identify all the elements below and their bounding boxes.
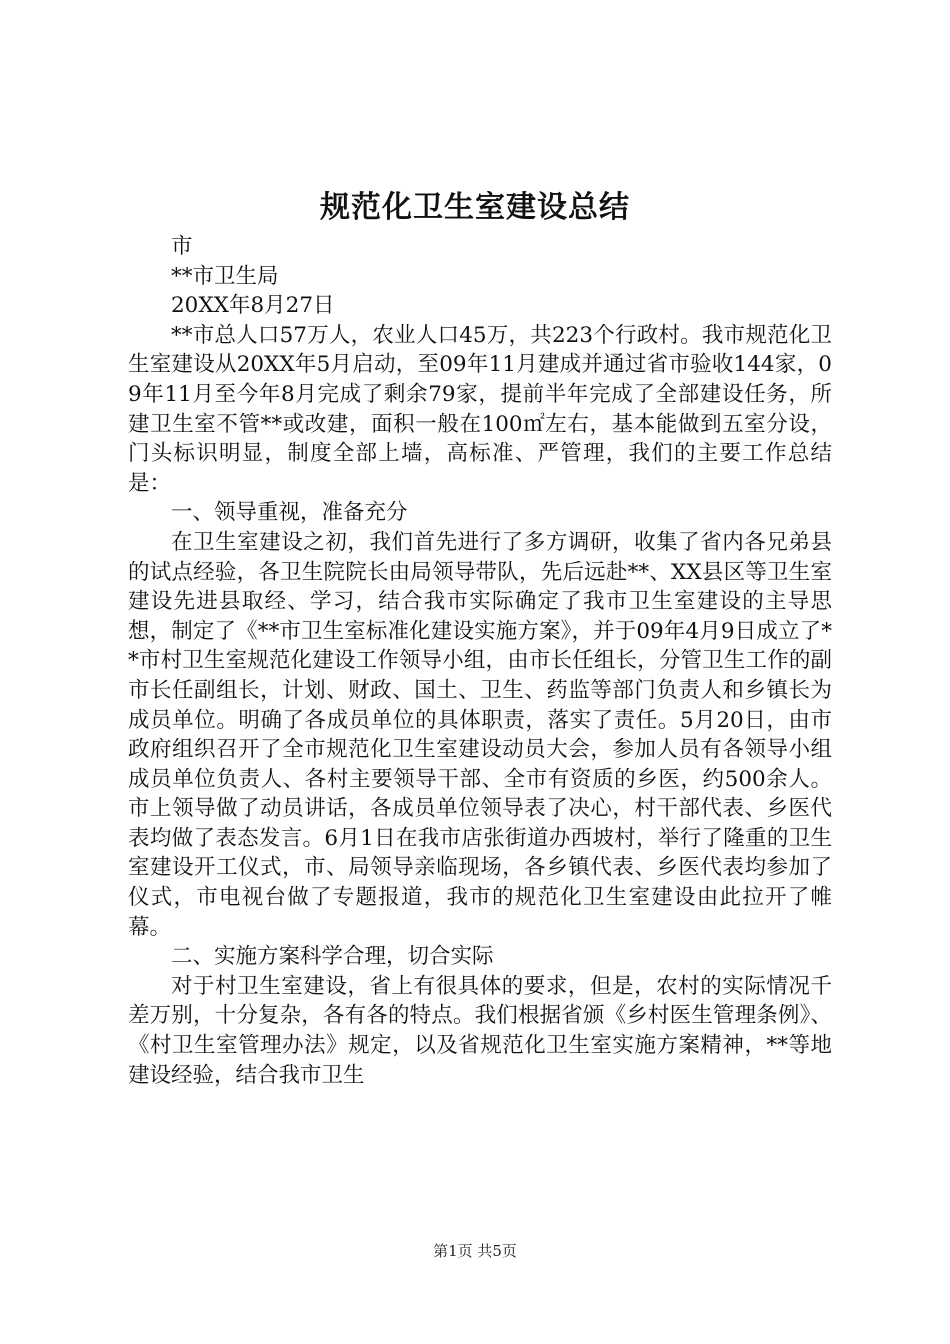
paragraph-intro: **市总人口57万人，农业人口45万，共223个行政村。我市规范化卫生室建设从20XX年5月启动，至09年11月建成并通过省市验收144家，09年11月至今年8月完成了剩余79家，提前半年完成了全部建设任务，所建卫生室不管**或改建，面积一般在100㎡左右，基本能做到五室分设，门头标识明显，制度全部上墙，高标准、严管理，我们的主要工作总结是：	[128, 322, 832, 496]
page-footer: 第1页 共5页	[433, 1242, 517, 1260]
paragraph-section-2: 对于村卫生室建设，省上有很具体的要求，但是，农村的实际情况千差万别，十分复杂，各有各的特点。我们根据省颁《乡村医生管理条例》、《村卫生室管理办法》规定，以及省规范化卫生室实施方案精神，**等地建设经验，结合我市卫生	[128, 973, 832, 1088]
document-title: 规范化卫生室建设总结	[320, 190, 630, 225]
section-heading-1: 一、领导重视，准备充分	[171, 500, 408, 526]
section-heading-2: 二、实施方案科学合理，切合实际	[171, 944, 494, 970]
paragraph-author: **市卫生局	[171, 263, 279, 289]
paragraph-city: 市	[171, 234, 193, 259]
document-body	[128, 232, 832, 1090]
paragraph-section-1: 在卫生室建设之初，我们首先进行了多方调研，收集了省内各兄弟县的试点经验，各卫生院院长由局领导带队，先后远赴**、XX县区等卫生室建设先进县取经、学习，结合我市实际确定了我市卫生室建设的主导思想，制定了《**市卫生室标准化建设实施方案》，并于09年4月9日成立了**市村卫生室规范化建设工作领导小组，由市长任组长，分管卫生工作的副市长任副组长，计划、财政、国土、卫生、药监等部门负责人和乡镇长为成员单位。明确了各成员单位的具体职责，落实了责任。5月20日，由市政府组织召开了全市规范化卫生室建设动员大会，参加人员有各领导小组成员单位负责人、各村主要领导干部、全市有资质的乡医，约500余人。市上领导做了动员讲话，各成员单位领导表了决心，村干部代表、乡医代表均做了表态发言。6月1日在我市店张街道办西坡村，举行了隆重的卫生室建设开工仪式，市、局领导亲临现场，各乡镇代表、乡医代表均参加了仪式，市电视台做了专题报道，我市的规范化卫生室建设由此拉开了帷幕。	[128, 529, 832, 940]
paragraph-date: 20XX年8月27日	[171, 293, 335, 319]
